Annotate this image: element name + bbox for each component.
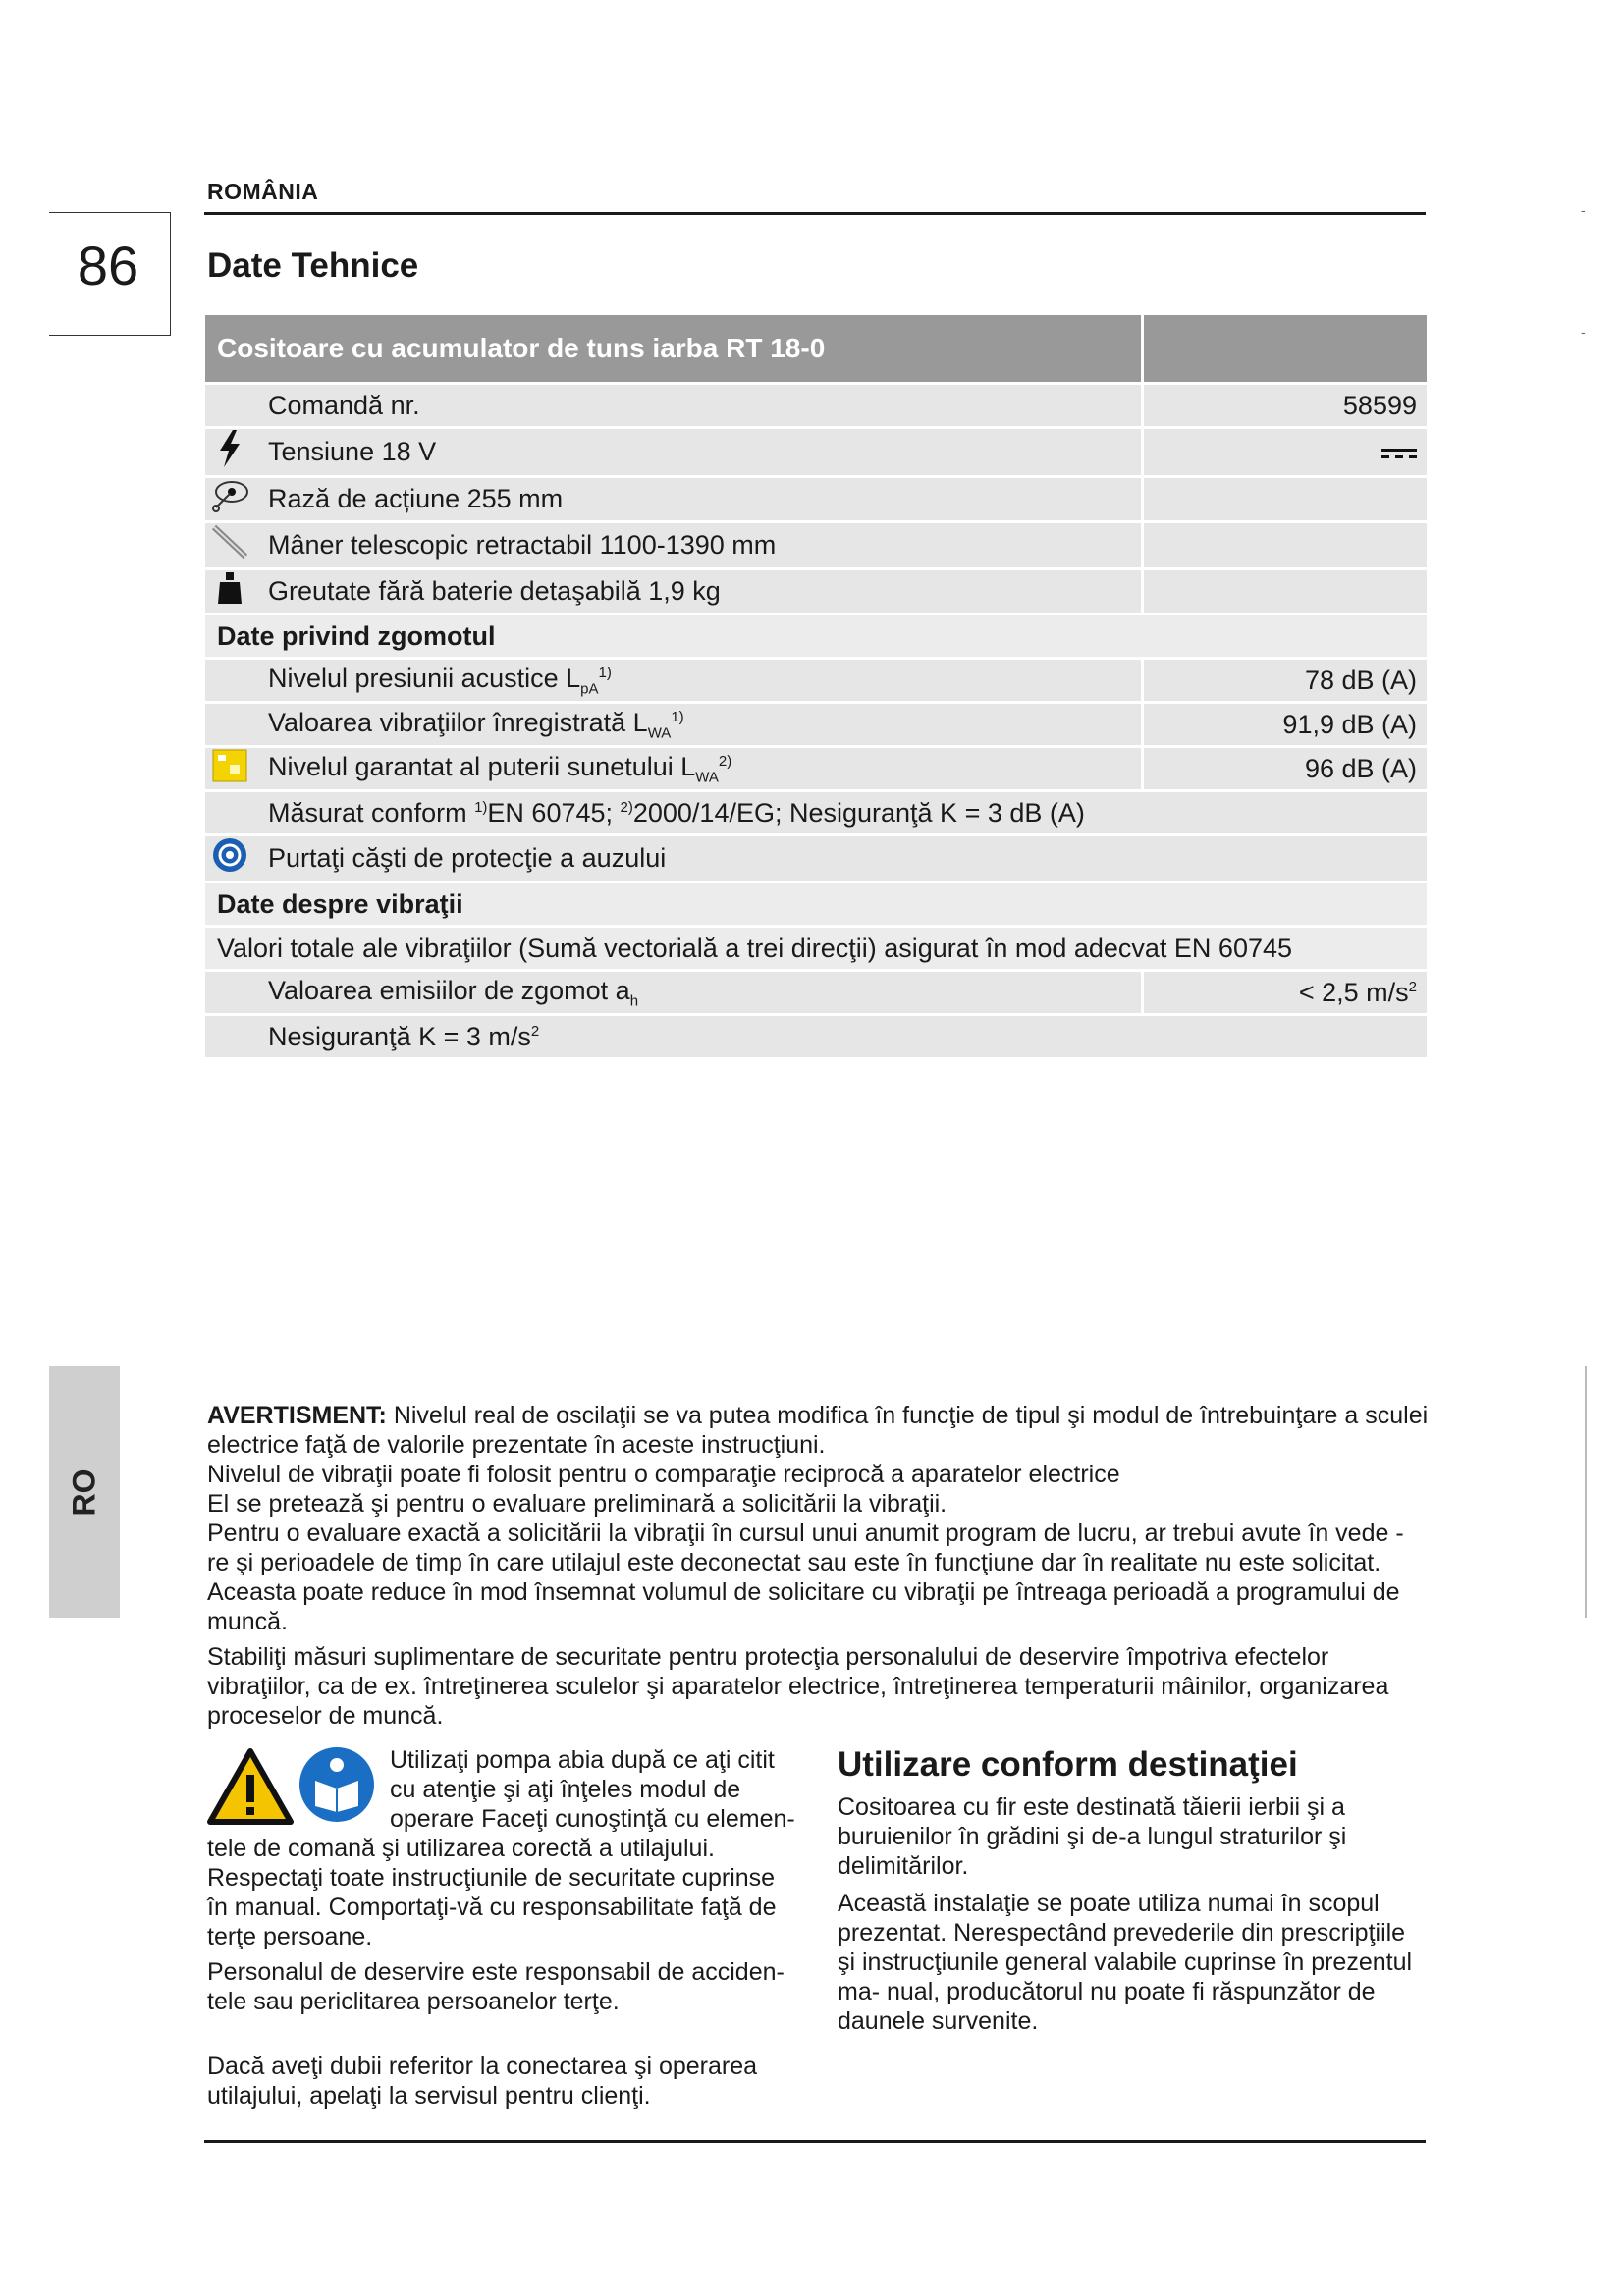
table-row [205, 972, 1427, 1013]
row-value: < 2,5 $m/s^2$ [1144, 972, 1427, 1013]
margin-tick: - [1581, 324, 1586, 340]
intended-use-heading: Utilizare conform destinaţiei [838, 1745, 1298, 1784]
spec-table-title: Cositoare cu acumulator de tuns iarba RT 18-0 [205, 315, 1144, 382]
table-row [205, 836, 1427, 881]
margin-tick: - [1581, 202, 1586, 218]
safety-column [207, 1745, 796, 2110]
intended-use-column [838, 1745, 1427, 2044]
row-label: Măsurat conform $^{1)}$EN 60745; $^{2)}$2000/14/EG; Nesiguranţă K = 3 dB (A) [254, 792, 1427, 833]
table-row: Valori totale ale vibraţiilor (Sumă vectorială a trei direcţii) asigurat în mod adecvat EN 60745 [205, 928, 1427, 969]
bottom-rule [204, 2140, 1426, 2143]
paragraph: El se pretează şi pentru o evaluare preliminară a solicitării la vibraţii. [207, 1490, 947, 1518]
warning-triangle-icon [207, 1747, 294, 1826]
row-label: Greutate fără baterie detaşabilă 1,9 kg [254, 570, 1144, 613]
row-label: Nesiguranţă K = 3 $m/s^2$ [254, 1016, 1427, 1057]
telescopic-handle-icon [210, 523, 249, 561]
side-tab-label: RO [66, 1468, 102, 1516]
row-value: 78 dB (A) [1144, 660, 1427, 701]
table-row [205, 570, 1427, 613]
table-row [205, 704, 1427, 745]
paragraph: Această instalaţie se poate utiliza numai în scopul prezentat. Nerespectând prevederile din prescripţiile şi instrucţiunile general valabile cuprinse în prezentul ma- nual, producătorul nu poate fi răspunzător de daunele survenite. [838, 1890, 1413, 2035]
row-label: Valoarea emisiilor de zgomot $a_h$ [254, 972, 1144, 1013]
paragraph: Utilizaţi pompa abia după ce aţi citit cu atenţie şi aţi înţeles modul de operare Faceţi cunoştinţă cu elemen- tele de comană şi utilizarea corectă a utilajului. [207, 1746, 795, 1862]
table-row [205, 429, 1427, 475]
row-label: Nivelul presiunii acustice $L_{pA}^{1)}$ [254, 660, 1144, 701]
read-manual-icon [298, 1745, 376, 1824]
paragraph: Personalul de deservire este responsabil de acciden- tele sau periclitarea persoanelor terţe. [207, 1958, 785, 2015]
warning-lead: AVERTISMENT: [207, 1402, 387, 1429]
weight-icon [215, 570, 244, 606]
row-value: 96 dB (A) [1144, 748, 1427, 789]
paragraph: Stabiliţi măsuri suplimentare de securitate pentru protecţia personalului de deservire împotriva efectelor vibraţiilor, ca de ex. întreţinerea sculelor şi aparatelor electrice, întreţinerea temperaturii mâinilor, organizarea proceselor de muncă. [207, 1643, 1389, 1730]
paragraph: Respectaţi toate instrucţiunile de securitate cuprinse în manual. Comportaţi-vă cu responsabilitate faţă de terţe persoane. [207, 1864, 777, 1950]
page-number: 86 [77, 235, 139, 296]
safety-icons [207, 1745, 382, 1824]
lightning-icon [215, 429, 244, 468]
section-title: Date Tehnice [207, 246, 419, 285]
table-section-heading: Date despre vibraţii [205, 883, 1427, 925]
cutting-radius-icon [210, 478, 249, 513]
table-row [205, 748, 1427, 789]
table-row [205, 478, 1427, 520]
row-value: 58599 [1144, 385, 1427, 426]
row-label: Tensiune 18 V [254, 429, 1144, 475]
table-row [205, 792, 1427, 833]
top-rule [204, 212, 1426, 215]
row-label: Mâner telescopic retractabil 1100-1390 mm [254, 523, 1144, 567]
paragraph: Pentru o evaluare exactă a solicitării la vibraţii în cursul unui anumit program de lucru, ar trebui avute în vede - re şi perioadele de timp în care utilajul este deconectat sau este în funcţiune dar în realitate nu este solicitat. Aceasta poate reduce în mod însemnat volumul de solicitare cu vibraţii pe întreaga perioadă a programului de muncă. [207, 1520, 1404, 1635]
row-label: Valoarea vibraţiilor înregistrată $L_{WA}^{1)}$ [254, 704, 1144, 745]
table-row [205, 385, 1427, 426]
row-label: Purtaţi căşti de protecţie a auzului [254, 836, 1427, 881]
paragraph: Nivelul de vibraţii poate fi folosit pentru o comparaţie reciprocă a aparatelor electrice [207, 1461, 1120, 1488]
row-label: Rază de acțiune 255 mm [254, 478, 1144, 520]
row-label: Comandă nr. [254, 385, 1144, 426]
margin-line [1585, 1366, 1587, 1618]
row-label: Nivelul garantat al puterii sunetului $L_{WA}^{2)}$ [254, 748, 1144, 789]
dc-symbol-icon [1144, 429, 1427, 475]
table-row [205, 1016, 1427, 1057]
table-section-heading: Date privind zgomotul [205, 615, 1427, 657]
ear-protection-icon [211, 836, 248, 874]
table-row [205, 660, 1427, 701]
spec-table [205, 312, 1427, 1060]
paragraph: Dacă aveţi dubii referitor la conectarea şi operarea utilajului, apelaţi la servisul pentru clienţi. [207, 2053, 758, 2109]
vibration-warning: AVERTISMENT: Nivelul real de oscilaţii se va putea modifica în funcţie de tipul şi modul de întrebuinţare a sculei electrice faţă de valorile prezentate în aceste instrucţiuni. Nivelul de vibraţii poate fi folosit pentru o comparaţie reciprocă a aparatelor electrice El se pretează şi pentru o evaluare preliminară a solicitării la vibraţii. Pentru o evaluare exactă a solicitării la vibraţii în cursul unui anumit program de lucru, ar trebui avute în vede - re şi perioadele de timp în care utilajul este deconectat sau este în funcţiune dar în realitate nu este solicitat. Aceasta poate reduce în mod însemnat volumul de solicitare cu vibraţii pe întreaga perioadă a programului de muncă. Stabiliţi măsuri suplimentare de securitate pentru protecţia personalului de deservire împotriva efectelor vibraţiilor, ca de ex. întreţinerea sculelor şi aparatelor electrice, întreţinerea temperaturii mâinilor, organizarea proceselor de muncă. [207, 1402, 1429, 1730]
row-value: 91,9 dB (A) [1144, 704, 1427, 745]
spec-table-header [205, 315, 1427, 382]
country-label: ROMÂNIA [207, 179, 319, 204]
sound-power-label-icon [212, 749, 247, 782]
table-row [205, 523, 1427, 567]
paragraph: Cositoarea cu fir este destinată tăierii ierbii şi a buruienilor în grădini şi de-a lungul straturilor şi delimitărilor. [838, 1793, 1347, 1880]
